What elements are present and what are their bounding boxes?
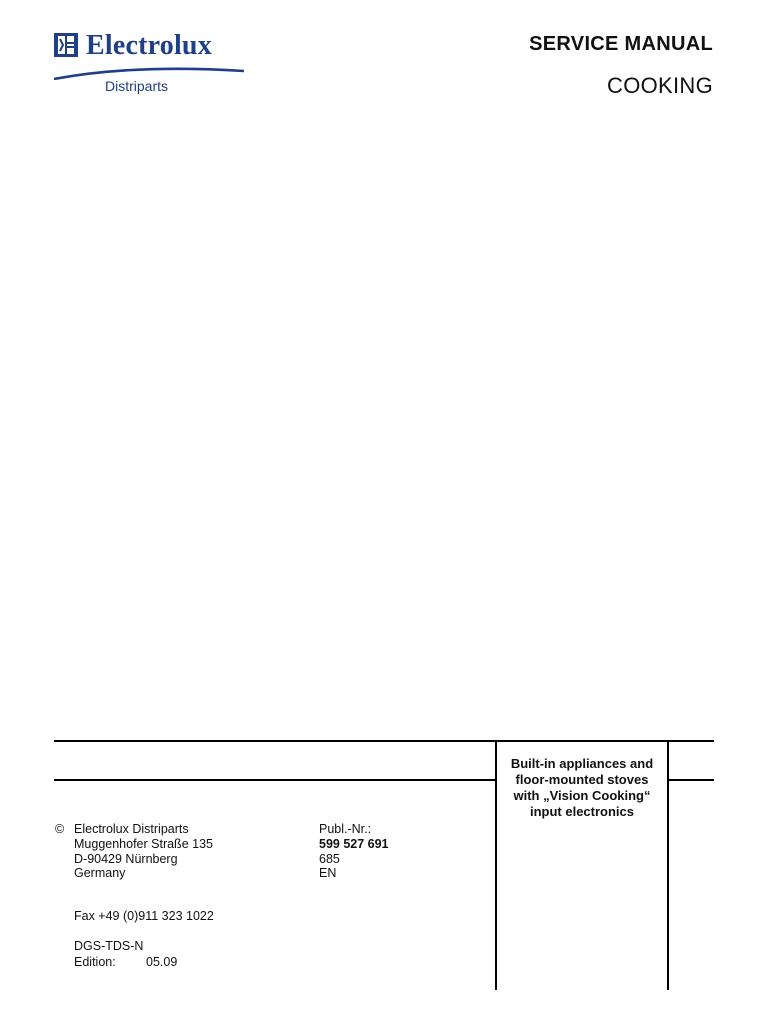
manual-title: SERVICE MANUAL [529,33,713,55]
footer-divider-right [667,740,669,990]
company-city: D-90429 Nürnberg [74,852,178,866]
logo-brand-text: Electrolux [86,30,212,61]
product-line-3: with „Vision Cooking“ [513,788,651,803]
footer-top-rule [54,740,714,742]
copyright-symbol: © [55,822,65,836]
company-country: Germany [74,866,126,880]
product-line-1: Built-in appliances and [510,756,654,771]
publication-label: Publ.-Nr.: [319,822,372,836]
product-line-4: input electronics [529,804,635,819]
logo-division-text: Distriparts [105,78,169,94]
department-code: DGS-TDS-N [74,939,144,953]
product-line-2: floor-mounted stoves [515,772,649,787]
publication-number: 599 527 691 [319,837,389,851]
edition-label: Edition: [74,955,116,969]
edition-value: 05.09 [146,955,178,969]
manual-subtitle: COOKING [607,73,713,98]
footer-second-rule-left [54,779,496,781]
company-name: Electrolux Distriparts [74,822,189,836]
company-street: Muggenhofer Straße 135 [74,837,213,851]
publication-language: EN [319,866,337,880]
electrolux-logo-mark-icon [54,33,78,57]
footer-divider-left [495,740,497,990]
fax-number: Fax +49 (0)911 323 1022 [74,909,214,923]
footer-second-rule-right [668,779,714,781]
publication-code: 685 [319,852,340,866]
electrolux-logo [54,30,254,100]
product-description [498,756,666,820]
